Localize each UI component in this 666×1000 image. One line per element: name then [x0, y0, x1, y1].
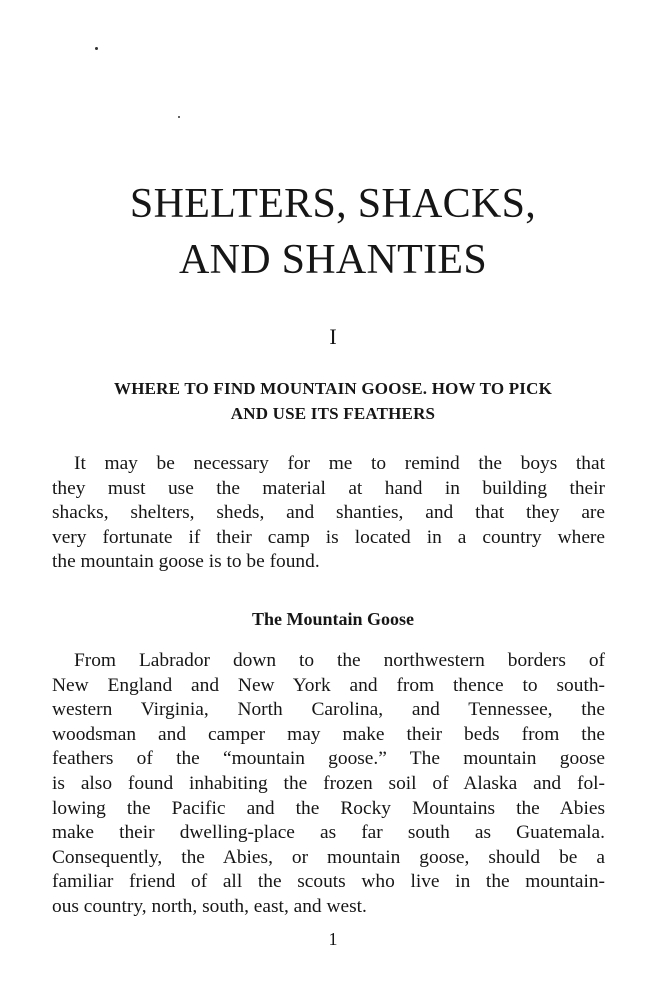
paragraph-line: they must use the material at hand in building their — [52, 477, 605, 499]
chapter-number: I — [329, 324, 337, 349]
book-title-line-1: SHELTERS, SHACKS, — [129, 181, 537, 227]
page-number: 1 — [328, 929, 338, 949]
paragraph-2 — [52, 649, 605, 920]
paragraph-line: is also found inhabiting the frozen soil of Alaska and fol- — [52, 772, 605, 794]
paragraph-line: western Virginia, North Carolina, and Tennessee, the — [52, 699, 605, 721]
paragraph-line: make their dwelling-place as far south as Guatemala. — [52, 822, 605, 844]
paragraph-line: familiar friend of all the scouts who live in the mountain- — [52, 871, 605, 893]
paragraph-line: woodsman and camper may make their beds from the — [52, 723, 605, 745]
chapter-subtitle-line-1: WHERE TO FIND MOUNTAIN GOOSE. HOW TO PICK — [114, 379, 552, 398]
paragraph-line: lowing the Pacific and the Rocky Mountains the Abies — [52, 797, 605, 819]
chapter-subtitle-line-2: AND USE ITS FEATHERS — [230, 404, 436, 423]
book-title-line-2: AND SHANTIES — [178, 237, 488, 283]
paragraph-line: feathers of the “mountain goose.” The mountain goose — [52, 748, 605, 770]
paragraph-line: ous country, north, south, east, and west. — [52, 895, 367, 917]
ink-speck — [178, 116, 180, 118]
paragraph-line: Consequently, the Abies, or mountain goose, should be a — [52, 846, 605, 868]
paragraph-line: It may be necessary for me to remind the boys that — [74, 453, 605, 474]
paragraph-line: the mountain goose is to be found. — [52, 551, 320, 573]
paragraph-line: New England and New York and from thence to south- — [52, 674, 605, 696]
ink-speck — [95, 47, 98, 50]
paragraph-line: From Labrador down to the northwestern borders of — [74, 650, 605, 671]
paragraph-line: shacks, shelters, sheds, and shanties, and that they are — [52, 502, 605, 524]
paragraph-1 — [52, 452, 605, 575]
paragraph-line: very fortunate if their camp is located in a country where — [52, 526, 605, 548]
section-heading: The Mountain Goose — [251, 609, 415, 629]
